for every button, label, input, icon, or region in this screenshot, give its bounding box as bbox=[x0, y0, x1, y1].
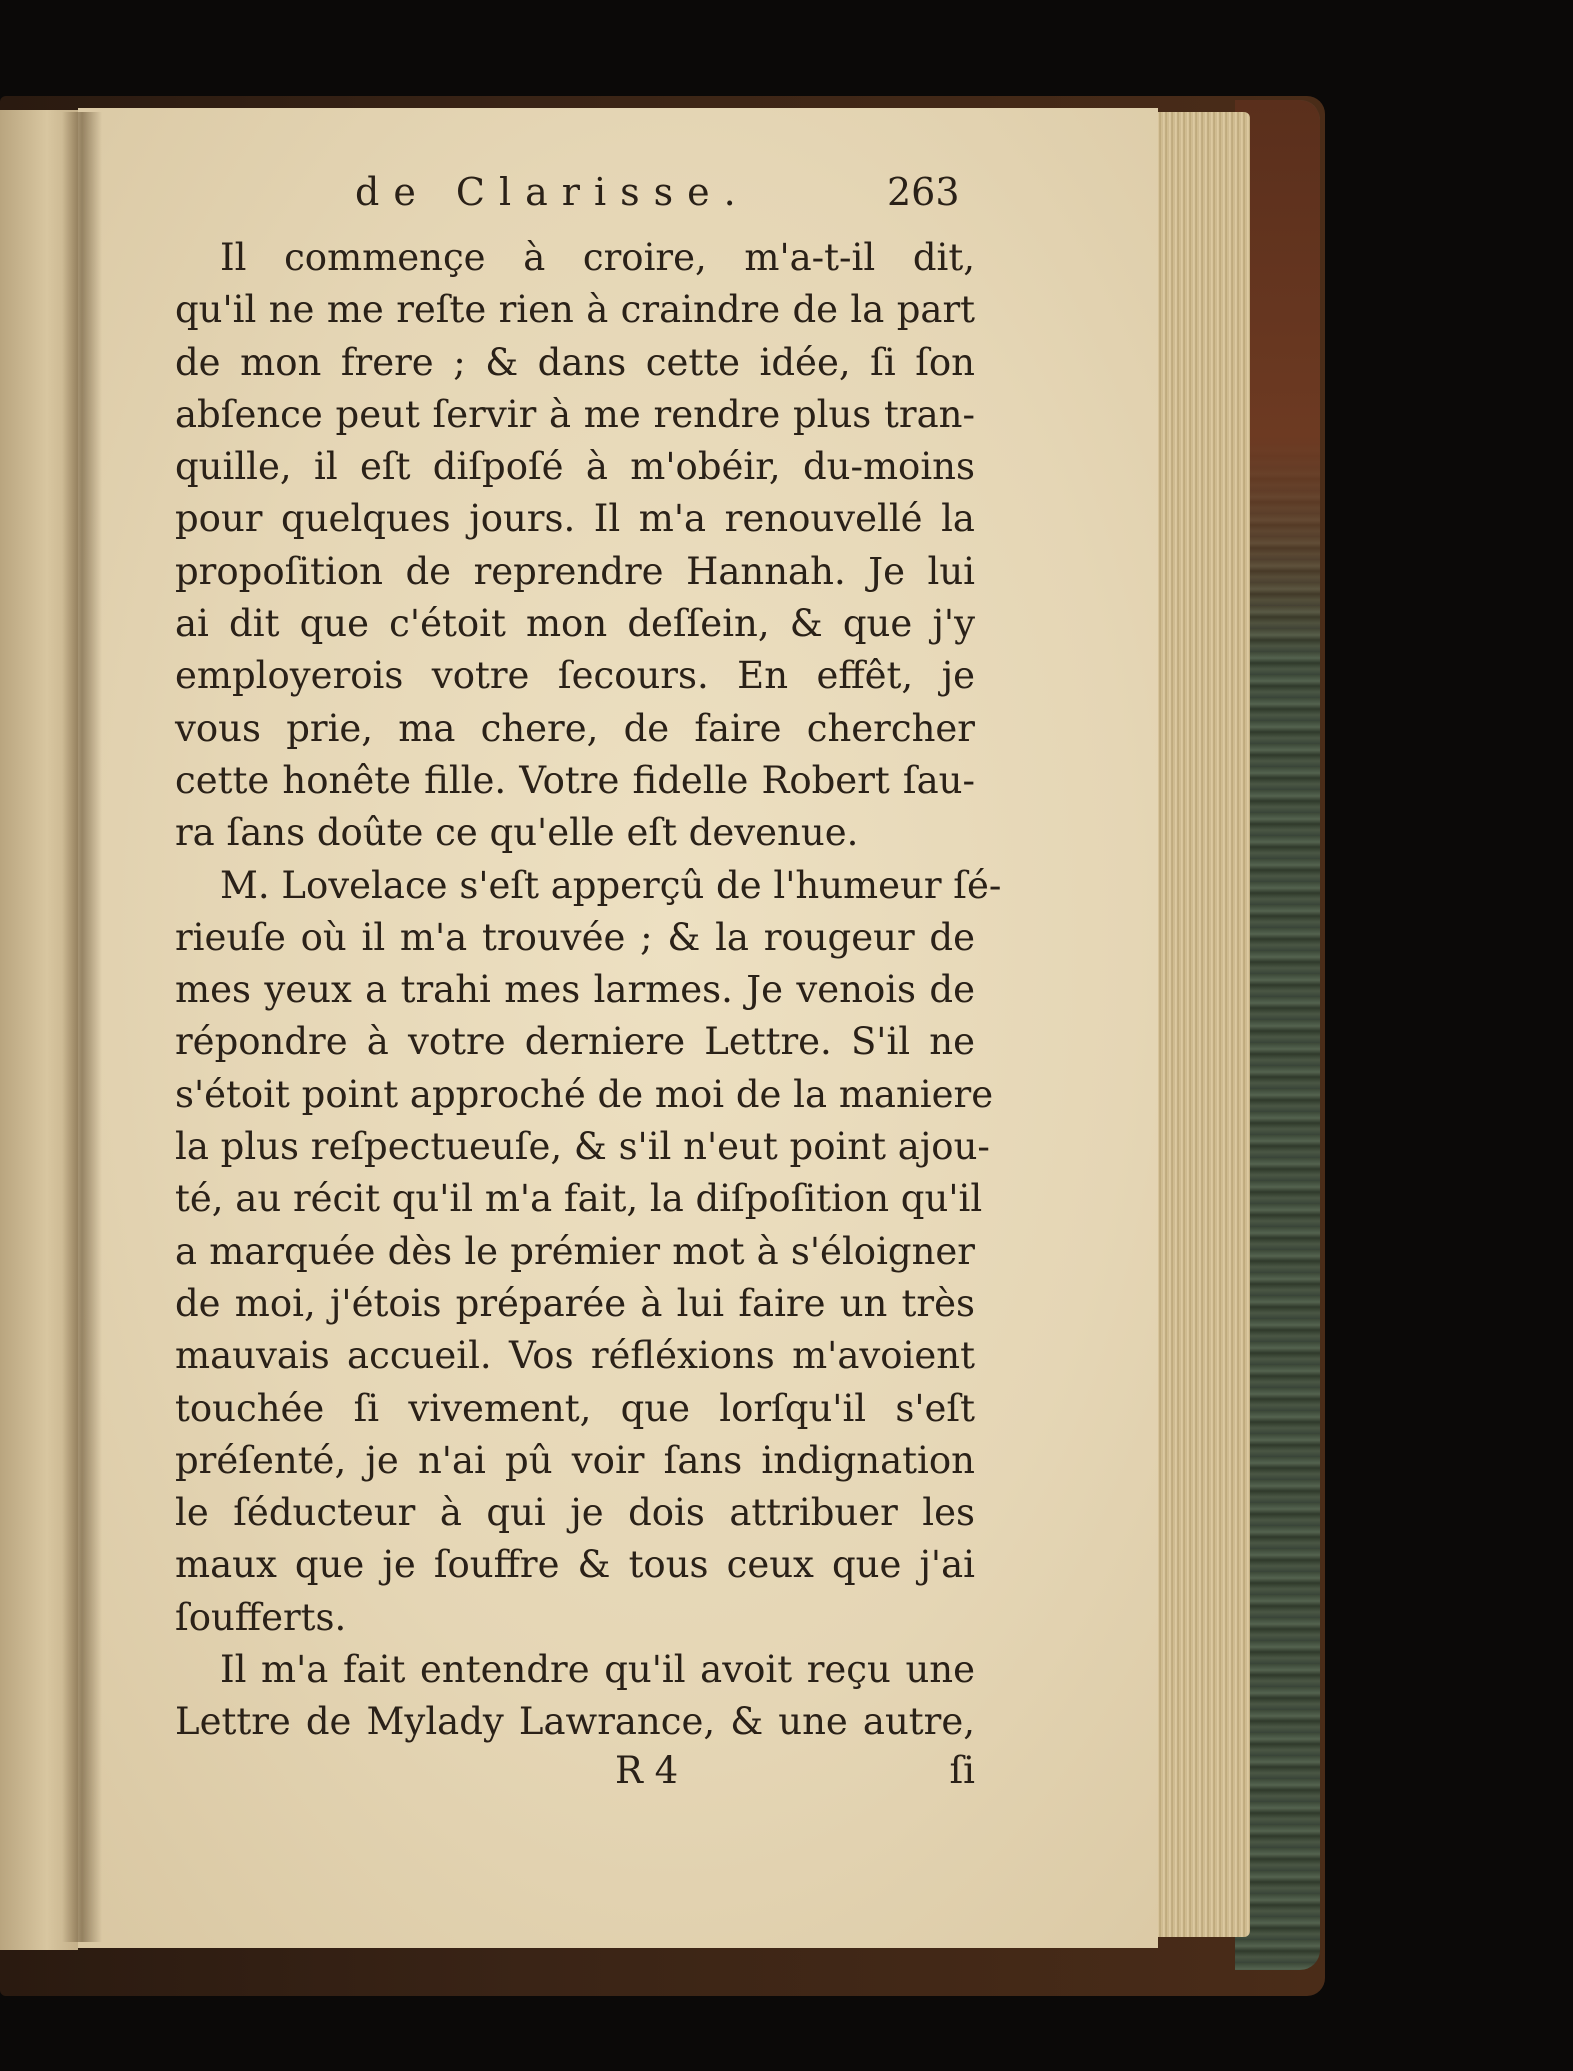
text-line: mauvais accueil. Vos réfléxions m'avoient bbox=[175, 1334, 975, 1378]
text-line: de moi, j'étois préparée à lui faire un très bbox=[175, 1281, 975, 1325]
running-head bbox=[175, 170, 975, 232]
page-number: 263 bbox=[887, 170, 960, 214]
text-line: cette honête fille. Votre fidelle Robert ſau- bbox=[175, 758, 975, 802]
catchword: ſi bbox=[949, 1748, 975, 1792]
text-line: abſence peut ſervir à me rendre plus tran- bbox=[175, 392, 975, 436]
text-line: pour quelques jours. Il m'a renouvellé la bbox=[175, 497, 975, 541]
text-line: de mon frere ; & dans cette idée, ſi ſon bbox=[175, 340, 975, 384]
text-line: Il commençe à croire, m'a-t-il dit, bbox=[220, 236, 975, 279]
text-line: maux que je ſouffre & tous ceux que j'ai bbox=[175, 1543, 975, 1587]
text-line: s'étoit point approché de moi de la maniere bbox=[175, 1072, 994, 1116]
text-line: le ſéducteur à qui je dois attribuer les bbox=[175, 1491, 975, 1535]
text-line: quille, il eſt diſpoſé à m'obéir, du-moins bbox=[175, 445, 975, 489]
text-line: employerois votre ſecours. En effêt, je bbox=[175, 654, 975, 698]
text-line: té, au récit qu'il m'a fait, la diſpoſition qu'il bbox=[175, 1177, 983, 1221]
text-line: qu'il ne me reſte rien à craindre de la part bbox=[175, 288, 975, 332]
text-line: rieuſe où il m'a trouvée ; & la rougeur de bbox=[175, 915, 975, 959]
text-line: ai dit que c'étoit mon deſſein, & que j'y bbox=[175, 602, 975, 646]
text-line: touchée ſi vivement, que lorſqu'il s'eſt bbox=[175, 1386, 975, 1430]
text-line: Il m'a fait entendre qu'il avoit reçu une bbox=[220, 1648, 975, 1692]
text-line: a marquée dès le prémier mot à s'éloigner bbox=[175, 1229, 975, 1273]
text-line: ſoufferts. bbox=[175, 1595, 347, 1639]
text-line: Lettre de Mylady Lawrance, & une autre, bbox=[175, 1700, 975, 1744]
page-edges bbox=[1150, 112, 1250, 1937]
text-line: préſenté, je n'ai pû voir ſans indignation bbox=[175, 1438, 975, 1482]
text-line: ra ſans doûte ce qu'elle eſt devenue. bbox=[175, 811, 859, 855]
text-line: répondre à votre derniere Lettre. S'il ne bbox=[175, 1020, 975, 1064]
text-line: M. Lovelace s'eſt apperçû de l'humeur ſé- bbox=[220, 863, 1002, 907]
text-line: mes yeux a trahi mes larmes. Je venois de bbox=[175, 968, 975, 1012]
page-text-block bbox=[175, 170, 1002, 1801]
text-line: propoſition de reprendre Hannah. Je lui bbox=[175, 549, 975, 593]
text-line: la plus reſpectueuſe, & s'il n'eut point ajou- bbox=[175, 1125, 990, 1169]
page-footer bbox=[175, 1749, 975, 1801]
text-line: vous prie, ma chere, de faire chercher bbox=[175, 706, 975, 750]
running-head-title: de Clarisse. bbox=[355, 170, 750, 214]
signature-mark: R 4 bbox=[615, 1748, 679, 1792]
page-gutter bbox=[62, 112, 102, 1942]
